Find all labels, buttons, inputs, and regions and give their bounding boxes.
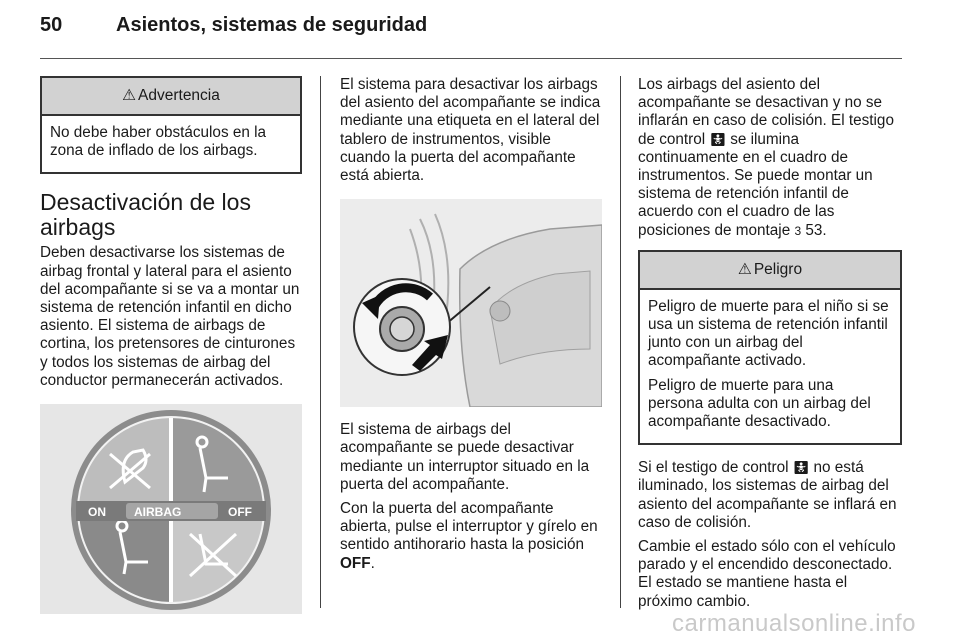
danger-box xyxy=(638,250,902,445)
paragraph-turn-off: Con la puerta del acompañante abierta, pulse el interruptor y gírelo en sentido antihorario hasta la posición OFF. xyxy=(340,500,598,572)
paragraph-indicator-off: Si el testigo de control 🚼︎ no está iluminado, los sistemas de airbag del asiento del acompañante se inflará en caso de colisión. xyxy=(638,459,897,531)
paragraph-switch: El sistema de airbags del acompañante se puede desactivar mediante un interruptor situado en la puerta del acompañante. xyxy=(340,421,590,493)
danger-box-header xyxy=(640,252,900,290)
airbag-off-indicator-icon: 🚼︎ xyxy=(709,131,726,147)
header-rule xyxy=(40,58,902,59)
warning-text: No debe haber obstáculos en la zona de inflado de los airbags. xyxy=(50,124,267,160)
section-heading: Desactivación de los airbags xyxy=(40,189,251,241)
column-3 xyxy=(638,76,902,617)
column-1 xyxy=(40,76,302,626)
warning-triangle-icon: ⚠ xyxy=(122,87,137,104)
column-2 xyxy=(340,76,602,579)
label-off: OFF xyxy=(228,505,252,520)
reference-arrow-icon: 3 xyxy=(794,223,802,238)
off-label: OFF xyxy=(340,554,371,572)
warning-box-body xyxy=(42,116,300,172)
page-title: Asientos, sistemas de seguridad xyxy=(116,14,428,36)
airbag-off-indicator-icon: 🚼︎ xyxy=(792,460,810,476)
paragraph-deactivated-state: Los airbags del asiento del acompañante se desactivan y no se inflarán en caso de colisión. El testigo de control 🚼︎ se ilumina continuamente en el cuadro de instrumentos. Se puede montar un sistema de retención infantil de acuerdo con el cuadro de las posiciones de montaje 3 53. xyxy=(638,76,894,239)
danger-box-body xyxy=(640,290,900,443)
airbag-label-figure xyxy=(40,404,302,614)
warning-box xyxy=(40,76,302,174)
label-on: ON xyxy=(88,505,106,520)
warning-triangle-icon: ⚠ xyxy=(737,260,752,278)
door-switch-figure xyxy=(340,199,602,407)
paragraph-deactivation: Deben desactivarse los sistemas de airbag frontal y lateral para el asiento del acompañante si se va a montar un sistema de retención infantil en dicho asiento. El sistema de airbags de cortina, los pretensores de cinturones y todos los sistemas de airbag del conductor permanecerán activados. xyxy=(40,244,300,389)
page-number: 50 xyxy=(40,14,63,36)
warning-box-title: Advertencia xyxy=(138,87,220,104)
danger-box-title: Peligro xyxy=(753,260,803,278)
door-switch-illustration xyxy=(340,199,602,407)
watermark: carmanualsonline.info xyxy=(672,610,916,637)
label-airbag: AIRBAG xyxy=(134,505,182,520)
column-divider-1 xyxy=(320,76,321,608)
paragraph-label-location: El sistema para desactivar los airbags del asiento del acompañante se indica mediante una etiqueta en el lateral del tablero de instrumentos, visible cuando la puerta del acompañante está abierta. xyxy=(340,76,601,185)
danger-text-1: Peligro de muerte para el niño si se usa un sistema de retención infantil junto con un airbag del acompañante activado. xyxy=(648,297,889,370)
column-divider-2 xyxy=(620,76,621,608)
warning-box-header xyxy=(42,78,300,116)
airbag-label-illustration xyxy=(40,404,302,614)
paragraph-change-state: Cambie el estado sólo con el vehículo parado y el encendido desconectado. El estado se mantiene hasta el próximo cambio. xyxy=(638,538,896,610)
danger-text-2: Peligro de muerte para una persona adulta con un airbag del acompañante desactivado. xyxy=(648,376,871,431)
